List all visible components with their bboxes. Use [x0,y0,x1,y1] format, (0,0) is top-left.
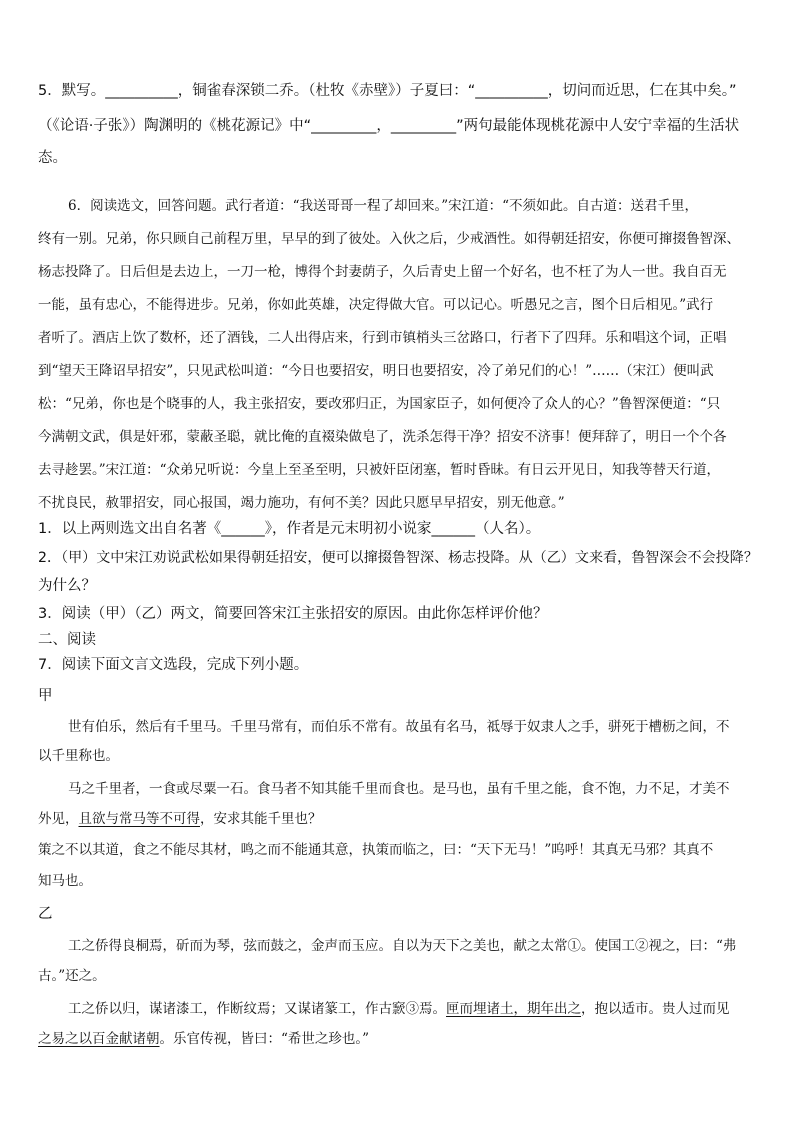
jia-text-line [38,809,322,829]
q6-passage-line: 到“望天王降诏早招安”，只见武松叫道：“今日也要招安，明日也要招安，冷了弟兄们的心！”……（宋江）便叫武 [38,363,714,379]
q5-line-3: 态。 [38,150,67,166]
q7-intro: 7．阅读下面文言文选段，完成下列小题。 [38,657,309,673]
q6-sub-question-1: 1．以上两则选文出自名著《______》，作者是元末明初小说家______（人名）。 [38,521,541,537]
yi-text-line: 工之侨得良桐焉，斫而为琴，弦而鼓之，金声而玉应。自以为天下之美也，献之太常①。使国工②视之，曰：“弗 [68,938,737,954]
q5-line-2: （《论语·子张》）陶渊明的《桃花源记》中“_________，_________”两句最能体现桃花源中人安宁幸福的生活状 [38,118,740,134]
section-heading: 二、阅读 [38,632,96,648]
underlined-sentence: 且欲与常马等不可得 [78,811,200,827]
underlined-sentence: 之易之以百金献诸朝 [38,1031,160,1047]
q6-passage-line: 6．阅读选文，回答问题。武行者道：“我送哥哥一程了却回来。”宋江道：“不须如此。自古道：送君千里， [68,198,699,214]
jia-text-line: 世有伯乐，然后有千里马。千里马常有，而伯乐不常有。故虽有名马，祗辱于奴隶人之手，骈死于槽枥之间，不 [68,719,730,735]
q6-passage-line: 不扰良民，赦罪招安，同心报国，竭力施功，有何不美？因此只愿早早招安，别无他意。” [38,495,565,511]
jia-text-line: 知马也。 [38,873,92,889]
jia-text-line: 以千里称也。 [38,748,119,764]
jia-text-line: 马之千里者，一食或尽粟一石。食马者不知其能千里而食也。是马也，虽有千里之能，食不饱，力不足，才美不 [68,781,730,797]
q6-sub-question-2-cont: 为什么？ [38,578,96,594]
q6-sub-question-2: 2．（甲）文中宋江劝说武松如果得朝廷招安，便可以撺掇鲁智深、杨志投降。从（乙）文来看，鲁智深会不会投降？ [38,550,758,566]
q6-passage-line: 松：“兄弟，你也是个晓事的人，我主张招安，要改邪归正，为国家臣子，如何便冷了众人的心？”鲁智深便道：“只 [38,396,721,412]
yi-text-line: 古。”还之。 [38,968,106,984]
q6-passage-line: 杨志投降了。日后但是去边上，一刀一枪，博得个封妻荫子，久后青史上留一个好名，也不枉了为人一世。我自百无 [38,264,727,280]
q6-passage-line: 者听了。酒店上饮了数杯，还了酒钱，二人出得店来，行到市镇梢头三岔路口，行者下了四拜。乐和唱这个词，正唱 [38,330,727,346]
yi-text-line [68,999,730,1019]
yi-text-segment: ，抱以适市。贵人过而见 [581,1001,730,1017]
q6-sub-question-3: 3．阅读（甲）（乙）两文，简要回答宋江主张招安的原因。由此你怎样评价他？ [38,606,548,622]
yi-text-line [38,1029,369,1049]
q5-line-1: 5．默写。__________，铜雀春深锁二乔。（杜牧《赤壁》）子夏曰：“__________，切问而近思，仁在其中矣。” [38,83,737,99]
yi-text-segment: 工之侨以归，谋诸漆工，作断纹焉；又谋诸篆工，作古窾③焉。 [68,1001,446,1017]
q6-passage-line: 一能，虽有忠心，不能得进步。兄弟，你如此英雄，决定得做大官。可以记心。听愚兄之言，图个日后相见。”武行 [38,297,714,313]
passage-label-yi: 乙 [38,906,53,922]
passage-label-jia: 甲 [38,688,53,704]
q6-passage-line: 今满朝文武，俱是奸邪，蒙蔽圣聪，就比俺的直裰染做皂了，洗杀怎得干净？招安不济事！便拜辞了，明日一个个各 [38,429,727,445]
jia-text-segment: 外见， [38,811,79,827]
underlined-sentence: 匣而埋诸土，期年出之 [446,1001,581,1017]
q6-passage-line: 去寻趁罢。”宋江道：“众弟兄听说：今皇上至圣至明，只被奸臣闭塞，暂时昏昧。有日云开见日，知我等替天行道， [38,462,721,478]
q6-passage-line: 终有一别。兄弟，你只顾自己前程万里，早早的到了彼处。入伙之后，少戒酒性。如得朝廷招安，你便可撺掇鲁智深、 [38,231,740,247]
jia-text-segment: ，安求其能千里也？ [200,811,322,827]
yi-text-segment: 。乐官传视，皆曰：“希世之珍也。” [159,1031,370,1047]
jia-text-line: 策之不以其道，食之不能尽其材，鸣之而不能通其意，执策而临之，曰：“天下无马！”呜呼！其真无马邪？其真不 [38,842,714,858]
